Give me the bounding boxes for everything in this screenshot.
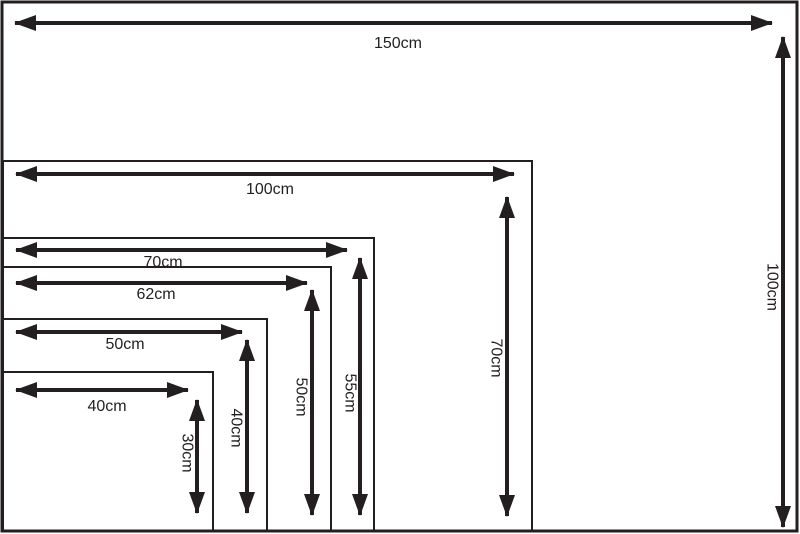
dimension-arrows-layer <box>15 23 783 527</box>
width-label-50cm: 50cm <box>105 336 145 353</box>
width-label-150cm: 150cm <box>373 35 423 52</box>
width-label-62cm: 62cm <box>136 286 176 303</box>
dimension-labels-layer <box>87 35 780 473</box>
rectangles-layer <box>2 2 797 531</box>
height-label-50cm: 50cm <box>292 377 310 417</box>
width-label-100cm: 100cm <box>245 181 295 198</box>
height-label-55cm: 55cm <box>341 373 359 413</box>
height-label-40cm: 40cm <box>227 408 245 448</box>
height-label-30cm: 30cm <box>178 433 196 473</box>
rect-62x50 <box>3 267 331 531</box>
height-label-70cm: 70cm <box>487 338 505 378</box>
width-label-70cm: 70cm <box>143 254 183 271</box>
height-label-100cm: 100cm <box>763 262 781 312</box>
width-label-40cm: 40cm <box>87 398 127 415</box>
